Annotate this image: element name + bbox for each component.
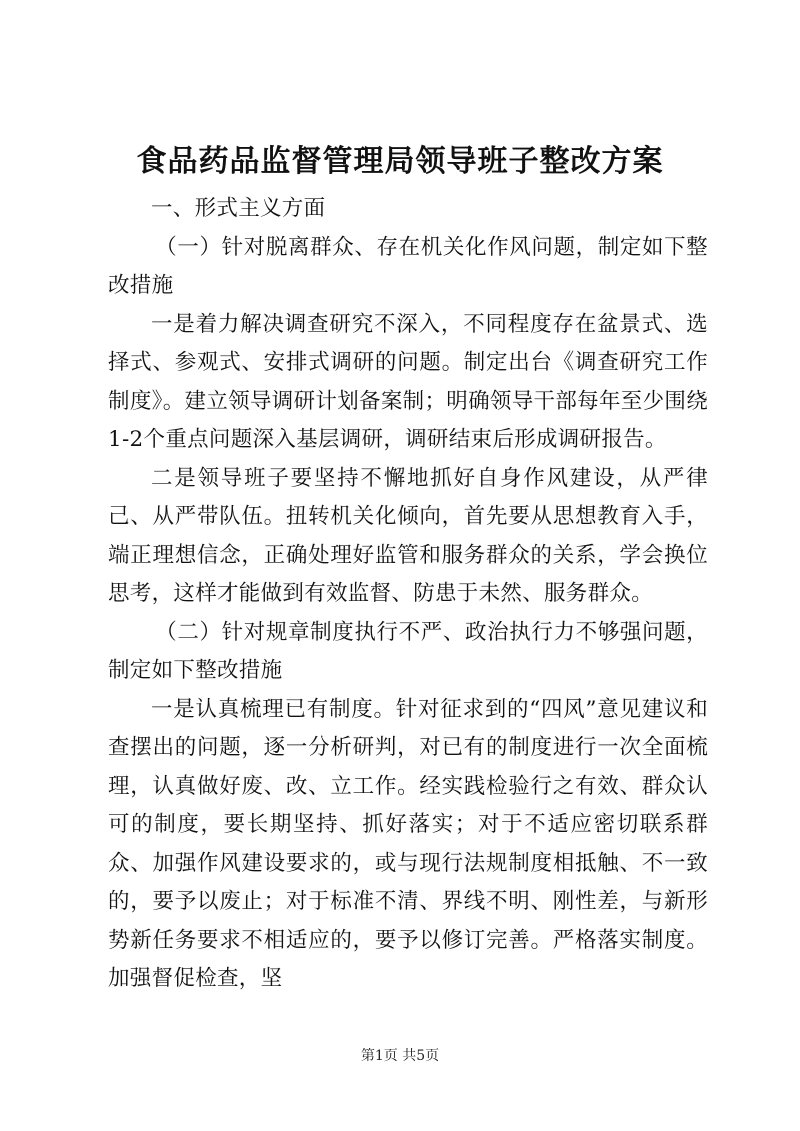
paragraph-rules-review: 一是认真梳理已有制度。针对征求到的“四风”意见建议和查摆出的问题，逐一分析研判，对已有的制度进行一次全面梳理，认真做好废、改、立工作。经实践检验行之有效、群众认可的制度，要长期坚持、抓好落实；对于不适应密切联系群众、加强作风建设要求的，或与现行法规制度相抵触、不一致的，要予以废止；对于标准不清、界线不明、刚性差，与新形势新任务要求不相适应的，要予以修订完善。严格落实制度。加强督促检查，坚: [108, 696, 708, 991]
paragraph-research: 一是着力解决调查研究不深入，不同程度存在盆景式、选择式、参观式、安排式调研的问题。制定出台《调查研究工作制度》。建立领导调研计划备案制；明确领导干部每年至少围绕1-2个重点问题深入基层调研，调研结束后形成调研报告。: [108, 311, 708, 452]
subsection-heading-1: （一）针对脱离群众、存在机关化作风问题，制定如下整改措施: [108, 234, 708, 298]
section-heading-formalism: 一、形式主义方面: [151, 196, 326, 221]
document-title: 食品药品监督管理局领导班子整改方案: [136, 144, 664, 179]
page-footer: 第1页 共5页: [360, 1048, 440, 1064]
paragraph-leadership-style: 二是领导班子要坚持不懈地抓好自身作风建设，从严律己、从严带队伍。扭转机关化倾向，首先要从思想教育入手，端正理想信念，正确处理好监管和服务群众的关系，学会换位思考，这样才能做到有效监督、防患于未然、服务群众。: [108, 465, 708, 606]
document-body: [108, 190, 708, 999]
subsection-heading-2: （二）针对规章制度执行不严、政治执行力不够强问题，制定如下整改措施: [108, 619, 708, 683]
